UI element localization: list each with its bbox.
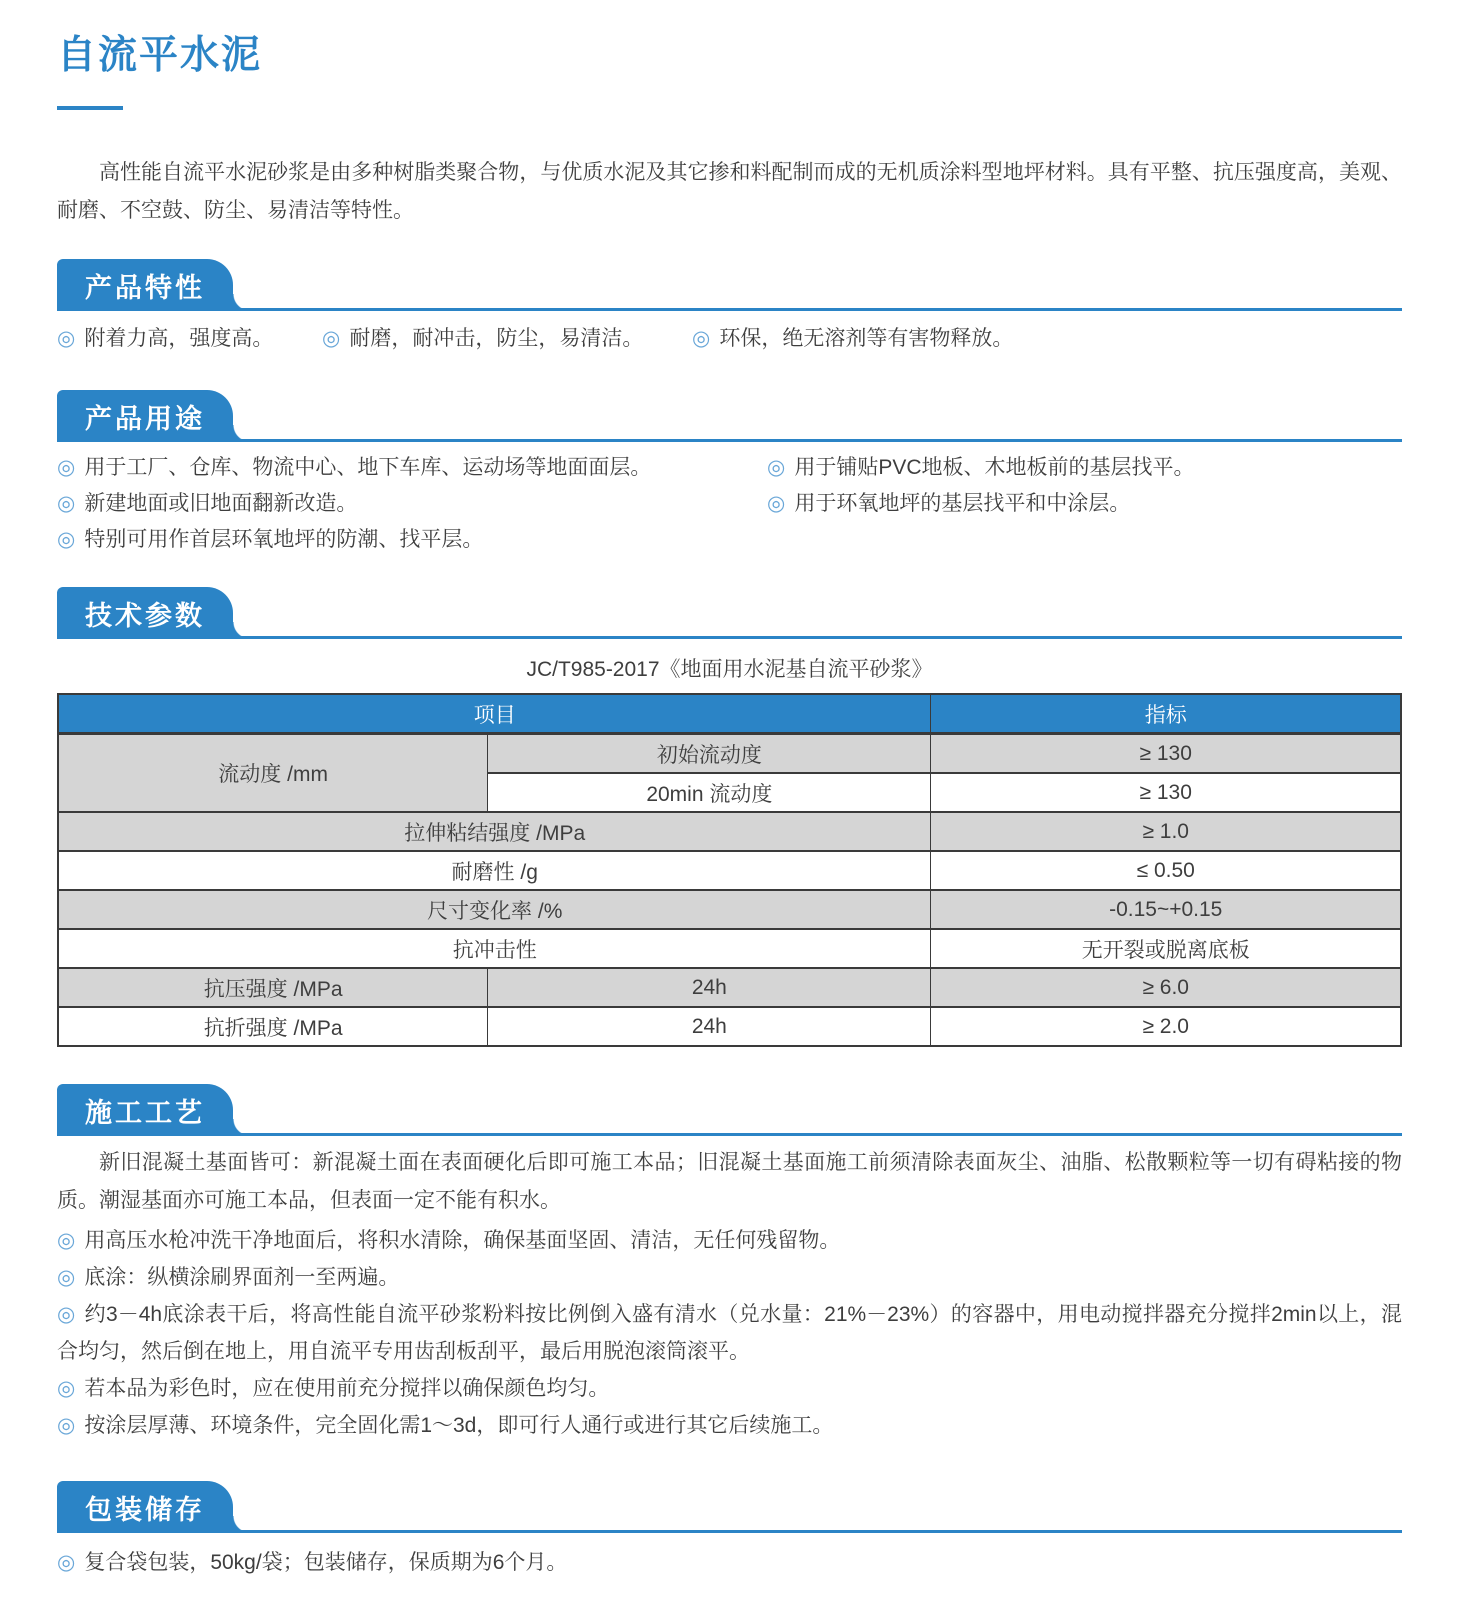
bullet-icon: ◎: [57, 1266, 76, 1289]
list-item-text: 耐磨，耐冲击，防尘，易清洁。: [349, 327, 644, 350]
intro-paragraph: 高性能自流平水泥砂浆是由多种树脂类聚合物，与优质水泥及其它掺和料配制而成的无机质涂料型地坪材料。具有平整、抗压强度高，美观、耐磨、不空鼓、防尘、易清洁等特性。: [57, 161, 1402, 222]
tab-flare-shape: [233, 622, 250, 639]
section-tab: [57, 1481, 233, 1533]
cell-compressive-time: 24h: [488, 968, 931, 1007]
cell-flow-20min-value: ≥ 130: [931, 773, 1401, 812]
cell-dimension-label: 尺寸变化率 /%: [58, 890, 931, 929]
list-item-text: 用高压水枪冲洗干净地面后，将积水清除，确保基面坚固、清洁，无任何残留物。: [84, 1229, 841, 1252]
section-heading: 产品特性: [85, 272, 205, 303]
table-row: [58, 812, 1401, 851]
bullet-icon: ◎: [57, 1377, 76, 1400]
list-item: [57, 1222, 1402, 1259]
bullet-icon: ◎: [767, 456, 786, 479]
table-row: [58, 851, 1401, 890]
column-header-item: 项目: [58, 694, 931, 734]
cell-abrasion-value: ≤ 0.50: [931, 851, 1401, 890]
list-item-text: 用于工厂、仓库、物流中心、地下车库、运动场等地面面层。: [84, 456, 652, 479]
bullet-icon: ◎: [57, 1229, 76, 1252]
list-item-text: 新建地面或旧地面翻新改造。: [84, 492, 358, 515]
list-item: [57, 450, 767, 486]
bullet-icon: ◎: [57, 528, 76, 551]
section-tab: [57, 587, 233, 639]
cell-tensile-label: 拉伸粘结强度 /MPa: [58, 812, 931, 851]
cell-flexural-time: 24h: [488, 1007, 931, 1046]
section-header-process: [57, 1083, 1402, 1136]
list-item-text: 约3－4h底涂表干后，将高性能自流平砂浆粉料按比例倒入盛有清水（兑水量：21%－23%）的容器中，用电动搅拌器充分搅拌2min以上，混合均匀，然后倒在地上，用自流平专用齿刮板刮平，最后用脱泡滚筒滚平。: [57, 1303, 1402, 1363]
bullet-icon: ◎: [322, 327, 341, 350]
section-heading: 包装储存: [85, 1494, 205, 1525]
section-tab: [57, 1084, 233, 1136]
list-item-text: 环保，绝无溶剂等有害物释放。: [719, 327, 1014, 350]
column-header-index: 指标: [931, 694, 1401, 734]
list-item-text: 用于铺贴PVC地板、木地板前的基层找平。: [794, 456, 1195, 479]
uses-list-right: [767, 450, 1402, 558]
cell-dimension-value: -0.15~+0.15: [931, 890, 1401, 929]
section-process: [57, 1083, 1402, 1444]
section-header-packaging: [57, 1480, 1402, 1533]
table-row: [58, 734, 1401, 774]
table-row: [58, 890, 1401, 929]
list-item-text: 附着力高，强度高。: [84, 327, 274, 350]
cell-impact-value: 无开裂或脱离底板: [931, 929, 1401, 968]
list-item: [57, 1259, 1402, 1296]
uses-columns: [57, 450, 1402, 558]
section-tab: [57, 390, 233, 442]
list-item-text: 用于环氧地坪的基层找平和中涂层。: [794, 492, 1131, 515]
cell-compressive-label: 抗压强度 /MPa: [58, 968, 488, 1007]
bullet-icon: ◎: [57, 492, 76, 515]
section-uses: [57, 389, 1402, 558]
title-underline: [57, 106, 123, 110]
list-item-text: 按涂层厚薄、环境条件，完全固化需1～3d，即可行人通行或进行其它后续施工。: [84, 1414, 834, 1437]
cell-flow-initial-value: ≥ 130: [931, 734, 1401, 774]
list-item: [57, 1545, 1402, 1581]
cell-tensile-value: ≥ 1.0: [931, 812, 1401, 851]
list-item: [57, 1370, 1402, 1407]
cell-flexural-value: ≥ 2.0: [931, 1007, 1401, 1046]
bullet-icon: ◎: [692, 327, 711, 350]
section-packaging: [57, 1480, 1402, 1581]
section-parameters: [57, 586, 1402, 1047]
process-steps: [57, 1222, 1402, 1444]
list-item: [767, 450, 1402, 486]
process-intro: 新旧混凝土基面皆可：新混凝土面在表面硬化后即可施工本品；旧混凝土基面施工前须清除表面灰尘、油脂、松散颗粒等一切有碍粘接的物质。潮湿基面亦可施工本品，但表面一定不能有积水。: [57, 1151, 1402, 1212]
tab-flare-shape: [233, 1516, 250, 1533]
tab-flare-shape: [233, 294, 250, 311]
bullet-icon: ◎: [57, 1414, 76, 1437]
cell-impact-label: 抗冲击性: [58, 929, 931, 968]
page-title: 自流平水泥: [57, 34, 263, 77]
section-heading: 技术参数: [85, 600, 205, 631]
tab-flare-shape: [233, 425, 250, 442]
cell-flow-label: 流动度 /mm: [58, 734, 488, 813]
section-features: [57, 258, 1402, 357]
bullet-icon: ◎: [57, 456, 76, 479]
uses-list-left: [57, 450, 767, 558]
list-item-text: 若本品为彩色时，应在使用前充分搅拌以确保颜色均匀。: [84, 1377, 610, 1400]
table-row: [58, 929, 1401, 968]
section-header-uses: [57, 389, 1402, 442]
cell-flow-20min: 20min 流动度: [488, 773, 931, 812]
bullet-icon: ◎: [57, 1303, 76, 1326]
section-heading: 产品用途: [85, 403, 205, 434]
packaging-list: [57, 1545, 1402, 1581]
table-row: [58, 1007, 1401, 1046]
list-item: [57, 486, 767, 522]
list-item-text: 复合袋包装，50kg/袋；包装储存，保质期为6个月。: [84, 1551, 568, 1574]
section-header-parameters: [57, 586, 1402, 639]
section-tab: [57, 259, 233, 311]
features-list: [57, 321, 1402, 357]
bullet-icon: ◎: [767, 492, 786, 515]
list-item: [57, 1407, 1402, 1444]
tab-flare-shape: [233, 1119, 250, 1136]
cell-abrasion-label: 耐磨性 /g: [58, 851, 931, 890]
list-item-text: 底涂：纵横涂刷界面剂一至两遍。: [84, 1266, 400, 1289]
table-row: [58, 968, 1401, 1007]
list-item: [692, 321, 1402, 357]
section-header-features: [57, 258, 1402, 311]
cell-flow-initial: 初始流动度: [488, 734, 931, 774]
list-item-text: 特别可用作首层环氧地坪的防潮、找平层。: [84, 528, 484, 551]
section-heading: 施工工艺: [85, 1097, 205, 1128]
list-item: [57, 522, 767, 558]
list-item: [57, 321, 322, 357]
list-item: [57, 1296, 1402, 1370]
cell-flexural-label: 抗折强度 /MPa: [58, 1007, 488, 1046]
parameters-table: [57, 693, 1402, 1047]
cell-compressive-value: ≥ 6.0: [931, 968, 1401, 1007]
standard-reference: JC/T985-2017《地面用水泥基自流平砂浆》: [526, 658, 933, 681]
list-item: [767, 486, 1402, 522]
bullet-icon: ◎: [57, 1551, 76, 1574]
bullet-icon: ◎: [57, 327, 76, 350]
table-header-row: [58, 694, 1401, 734]
list-item: [322, 321, 692, 357]
